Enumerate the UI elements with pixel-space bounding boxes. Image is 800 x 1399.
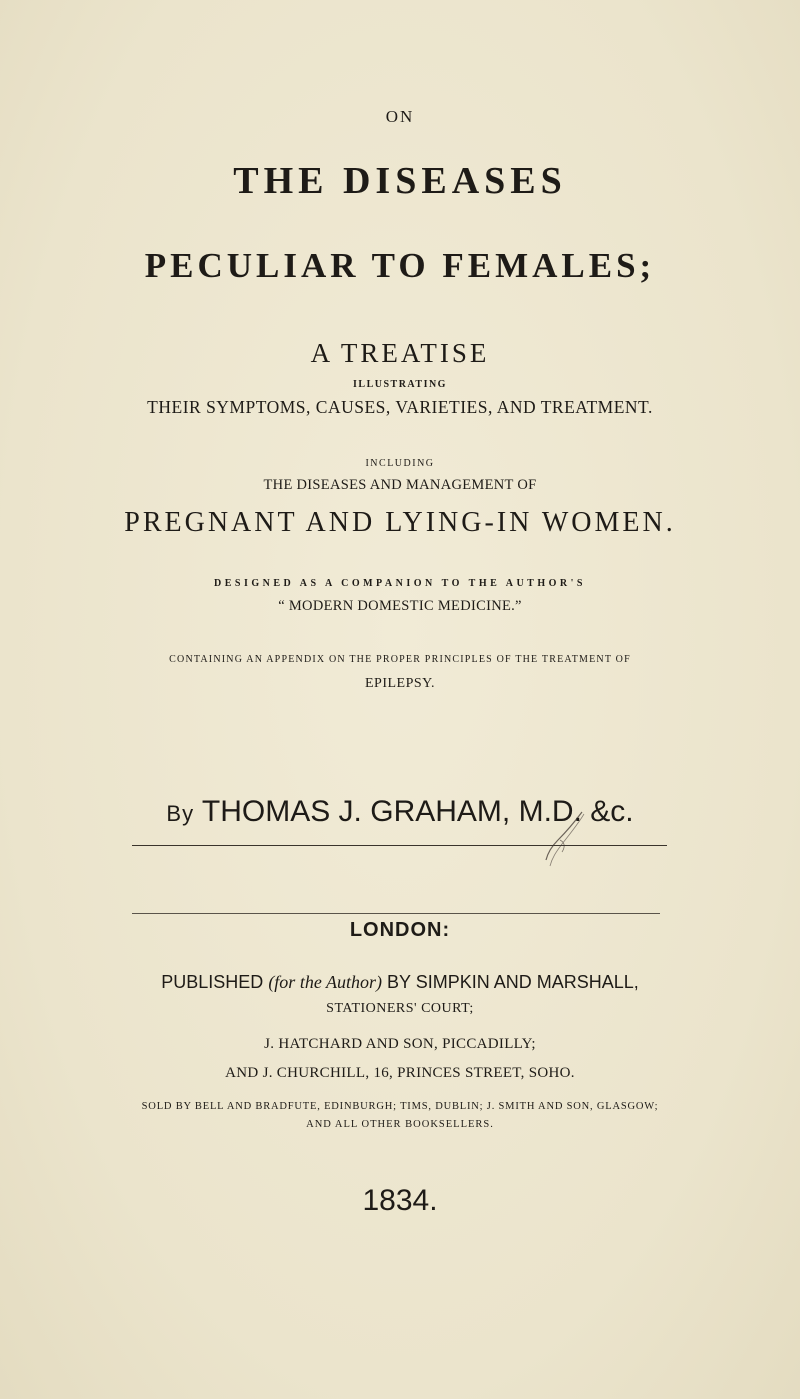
subtitle-containing-appendix: CONTAINING AN APPENDIX ON THE PROPER PRINCIPLES OF THE TREATMENT OF [169, 654, 631, 665]
subtitle-treatise: A TREATISE [310, 338, 490, 368]
title-line-1: THE DISEASES [233, 160, 567, 202]
imprint-city: LONDON: [349, 919, 451, 941]
author-name: THOMAS J. GRAHAM, M.D. &c. [201, 795, 634, 828]
published-prefix: PUBLISHED [161, 972, 264, 992]
imprint-stationers: STATIONERS' COURT; [326, 1001, 474, 1016]
heading-on: ON [385, 107, 415, 126]
divider-rule-bottom [132, 913, 660, 914]
subtitle-modern-domestic-medicine: “ MODERN DOMESTIC MEDICINE.” [278, 598, 522, 614]
subtitle-diseases-management: THE DISEASES AND MANAGEMENT OF [263, 477, 537, 493]
imprint-published [0, 973, 800, 991]
imprint-year: 1834. [362, 1184, 438, 1217]
imprint-sold-by: SOLD BY BELL AND BRADFUTE, EDINBURGH; TIMS, DUBLIN; J. SMITH AND SON, GLASGOW; [141, 1101, 659, 1112]
imprint-booksellers: AND ALL OTHER BOOKSELLERS. [306, 1119, 494, 1130]
subtitle-illustrating: ILLUSTRATING [353, 379, 447, 390]
subtitle-designed: DESIGNED AS A COMPANION TO THE AUTHOR'S [214, 578, 586, 589]
subtitle-symptoms: THEIR SYMPTOMS, CAUSES, VARIETIES, AND TREATMENT. [147, 397, 653, 417]
divider-rule-top [132, 845, 667, 846]
subtitle-including: INCLUDING [365, 458, 435, 469]
author-line [0, 797, 800, 827]
subtitle-epilepsy: EPILEPSY. [365, 676, 435, 691]
by-label: By [166, 801, 195, 826]
published-suffix: BY SIMPKIN AND MARSHALL, [387, 972, 639, 992]
imprint-churchill: AND J. CHURCHILL, 16, PRINCES STREET, SOHO. [225, 1065, 575, 1081]
title-line-2: PECULIAR TO FEMALES; [144, 246, 656, 285]
published-for-author: (for the Author) [268, 972, 382, 992]
subtitle-pregnant-women: PREGNANT AND LYING-IN WOMEN. [124, 507, 676, 538]
imprint-hatchard: J. HATCHARD AND SON, PICCADILLY; [264, 1036, 536, 1052]
